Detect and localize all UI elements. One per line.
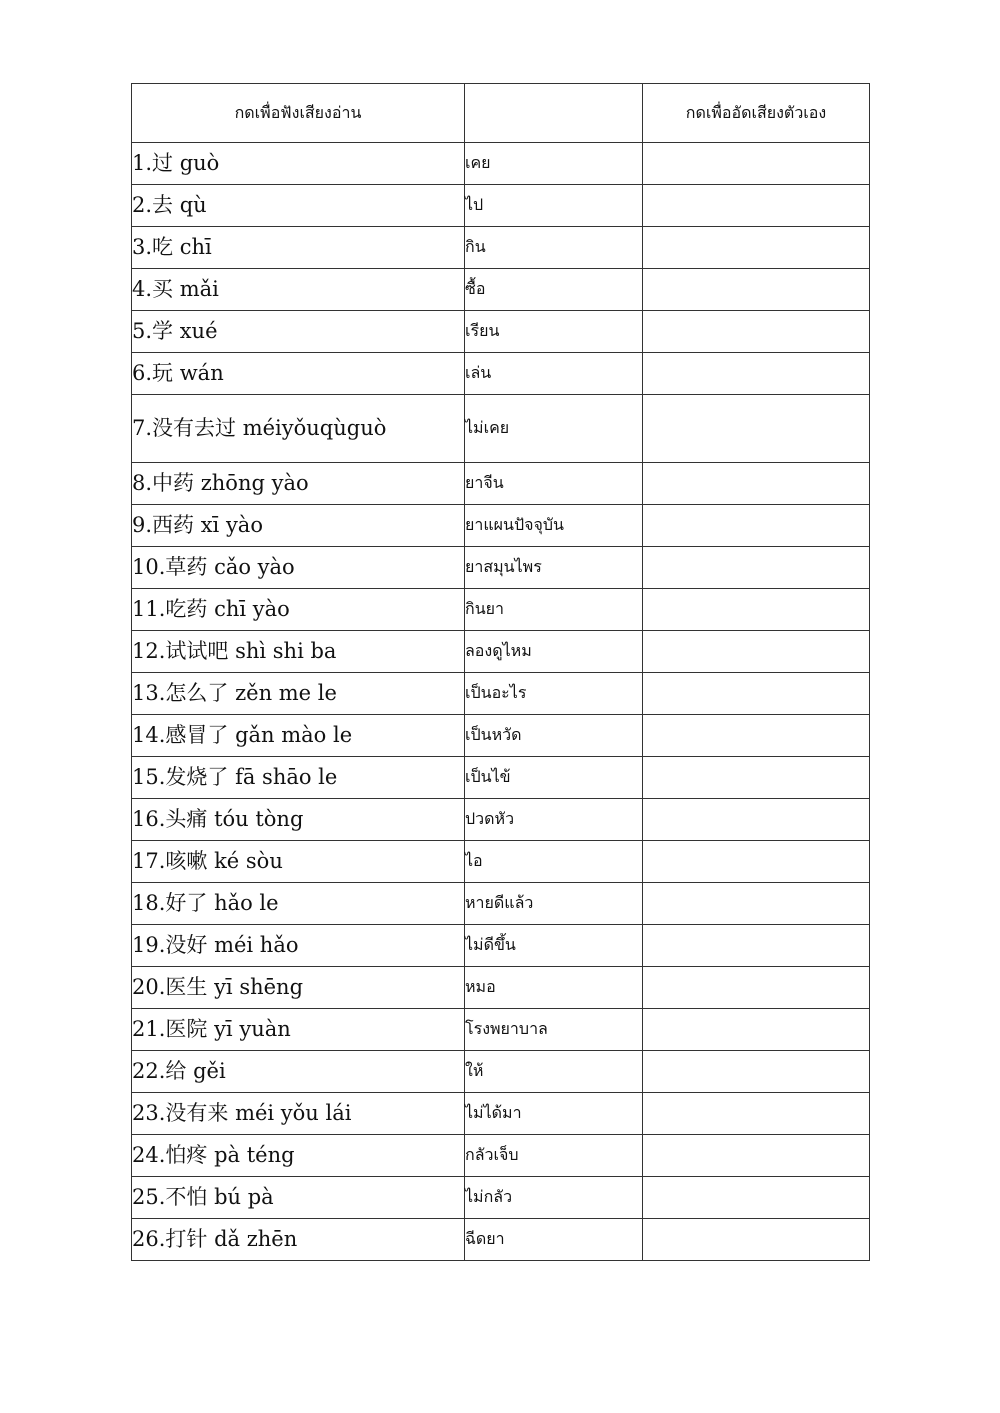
vocab-word-cell[interactable]: 4.买 mǎi <box>132 269 465 311</box>
vocab-word-cell[interactable]: 16.头痛 tóu tòng <box>132 799 465 841</box>
record-column-header[interactable]: กดเพื่ออัดเสียงตัวเอง <box>643 84 870 143</box>
record-cell[interactable] <box>643 1009 870 1051</box>
vocab-word-cell[interactable]: 22.给 gěi <box>132 1051 465 1093</box>
vocab-word-cell[interactable]: 8.中药 zhōng yào <box>132 463 465 505</box>
vocab-meaning-cell: เป็นอะไร <box>465 673 643 715</box>
vocab-word-cell[interactable]: 26.打针 dǎ zhēn <box>132 1219 465 1261</box>
vocab-word-cell[interactable]: 25.不怕 bú pà <box>132 1177 465 1219</box>
vocab-word-cell[interactable]: 14.感冒了 gǎn mào le <box>132 715 465 757</box>
table-row <box>132 311 870 353</box>
table-row <box>132 1051 870 1093</box>
record-cell[interactable] <box>643 1135 870 1177</box>
record-cell[interactable] <box>643 311 870 353</box>
vocab-meaning-cell: ยาจีน <box>465 463 643 505</box>
meaning-column-header <box>465 84 643 143</box>
vocab-word-cell[interactable]: 7.没有去过 méiyǒuqùguò <box>132 395 465 463</box>
table-row <box>132 757 870 799</box>
table-row <box>132 799 870 841</box>
vocab-meaning-cell: ไป <box>465 185 643 227</box>
vocab-word-cell[interactable]: 23.没有来 méi yǒu lái <box>132 1093 465 1135</box>
record-cell[interactable] <box>643 883 870 925</box>
table-row <box>132 715 870 757</box>
table-row <box>132 673 870 715</box>
table-row <box>132 1219 870 1261</box>
vocab-meaning-cell: ไม่ได้มา <box>465 1093 643 1135</box>
vocab-word-cell[interactable]: 10.草药 cǎo yào <box>132 547 465 589</box>
vocab-meaning-cell: หายดีแล้ว <box>465 883 643 925</box>
vocab-word-cell[interactable]: 3.吃 chī <box>132 227 465 269</box>
table-row <box>132 631 870 673</box>
table-row <box>132 1177 870 1219</box>
vocab-word-cell[interactable]: 21.医院 yī yuàn <box>132 1009 465 1051</box>
table-row <box>132 185 870 227</box>
table-row <box>132 353 870 395</box>
record-cell[interactable] <box>643 631 870 673</box>
table-row <box>132 269 870 311</box>
vocab-meaning-cell: เล่น <box>465 353 643 395</box>
vocab-word-cell[interactable]: 1.过 guò <box>132 143 465 185</box>
vocab-word-cell[interactable]: 15.发烧了 fā shāo le <box>132 757 465 799</box>
table-row <box>132 967 870 1009</box>
vocab-word-cell[interactable]: 12.试试吧 shì shi ba <box>132 631 465 673</box>
record-cell[interactable] <box>643 463 870 505</box>
record-cell[interactable] <box>643 395 870 463</box>
record-cell[interactable] <box>643 1051 870 1093</box>
vocab-word-cell[interactable]: 2.去 qù <box>132 185 465 227</box>
vocab-meaning-cell: ซื้อ <box>465 269 643 311</box>
vocab-meaning-cell: เคย <box>465 143 643 185</box>
vocab-meaning-cell: ยาสมุนไพร <box>465 547 643 589</box>
vocab-meaning-cell: กิน <box>465 227 643 269</box>
vocab-meaning-cell: ไอ <box>465 841 643 883</box>
vocab-meaning-cell: ไม่เคย <box>465 395 643 463</box>
record-cell[interactable] <box>643 1177 870 1219</box>
vocab-word-cell[interactable]: 11.吃药 chī yào <box>132 589 465 631</box>
record-cell[interactable] <box>643 269 870 311</box>
vocab-word-cell[interactable]: 19.没好 méi hǎo <box>132 925 465 967</box>
record-cell[interactable] <box>643 799 870 841</box>
vocab-meaning-cell: เป็นหวัด <box>465 715 643 757</box>
table-row <box>132 463 870 505</box>
record-cell[interactable] <box>643 185 870 227</box>
vocab-meaning-cell: โรงพยาบาล <box>465 1009 643 1051</box>
vocab-meaning-cell: ลองดูไหม <box>465 631 643 673</box>
vocab-meaning-cell: ฉีดยา <box>465 1219 643 1261</box>
vocab-word-cell[interactable]: 24.怕疼 pà téng <box>132 1135 465 1177</box>
vocab-word-cell[interactable]: 20.医生 yī shēng <box>132 967 465 1009</box>
record-cell[interactable] <box>643 547 870 589</box>
record-cell[interactable] <box>643 1093 870 1135</box>
record-cell[interactable] <box>643 353 870 395</box>
record-cell[interactable] <box>643 841 870 883</box>
vocab-word-cell[interactable]: 17.咳嗽 ké sòu <box>132 841 465 883</box>
record-cell[interactable] <box>643 589 870 631</box>
table-row <box>132 1135 870 1177</box>
vocab-word-cell[interactable]: 9.西药 xī yào <box>132 505 465 547</box>
vocab-meaning-cell: ไม่กลัว <box>465 1177 643 1219</box>
record-cell[interactable] <box>643 757 870 799</box>
table-row <box>132 589 870 631</box>
vocabulary-sheet <box>131 83 869 1261</box>
table-row <box>132 883 870 925</box>
vocab-meaning-cell: กินยา <box>465 589 643 631</box>
table-row <box>132 1009 870 1051</box>
table-row <box>132 841 870 883</box>
table-row <box>132 227 870 269</box>
vocab-meaning-cell: ยาแผนปัจจุบัน <box>465 505 643 547</box>
table-row <box>132 505 870 547</box>
record-cell[interactable] <box>643 143 870 185</box>
table-header-row <box>132 84 870 143</box>
vocab-meaning-cell: ให้ <box>465 1051 643 1093</box>
table-row <box>132 143 870 185</box>
record-cell[interactable] <box>643 925 870 967</box>
record-cell[interactable] <box>643 967 870 1009</box>
record-cell[interactable] <box>643 673 870 715</box>
listen-column-header[interactable]: กดเพื่อฟังเสียงอ่าน <box>132 84 465 143</box>
vocab-meaning-cell: เป็นไข้ <box>465 757 643 799</box>
vocab-meaning-cell: กลัวเจ็บ <box>465 1135 643 1177</box>
vocab-word-cell[interactable]: 13.怎么了 zěn me le <box>132 673 465 715</box>
record-cell[interactable] <box>643 227 870 269</box>
table-row <box>132 1093 870 1135</box>
vocab-meaning-cell: ปวดหัว <box>465 799 643 841</box>
vocab-meaning-cell: ไม่ดีขึ้น <box>465 925 643 967</box>
table-row <box>132 395 870 463</box>
vocab-word-cell[interactable]: 6.玩 wán <box>132 353 465 395</box>
vocabulary-table <box>131 83 870 1261</box>
vocab-word-cell[interactable]: 18.好了 hǎo le <box>132 883 465 925</box>
record-cell[interactable] <box>643 1219 870 1261</box>
vocab-meaning-cell: หมอ <box>465 967 643 1009</box>
vocab-word-cell[interactable]: 5.学 xué <box>132 311 465 353</box>
record-cell[interactable] <box>643 505 870 547</box>
vocab-meaning-cell: เรียน <box>465 311 643 353</box>
table-row <box>132 547 870 589</box>
record-cell[interactable] <box>643 715 870 757</box>
table-row <box>132 925 870 967</box>
